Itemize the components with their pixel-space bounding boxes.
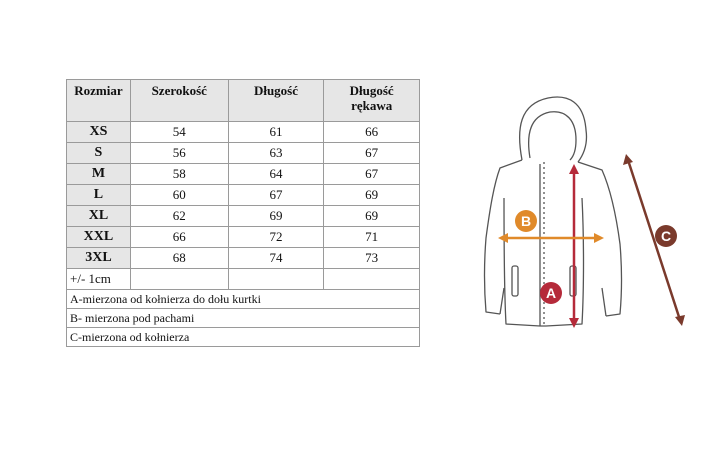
measure-c [623,154,685,326]
note-row [67,290,420,309]
measurement-note: B- mierzona pod pachami [67,309,420,328]
sleeve-cell: 69 [324,185,420,206]
sleeve-cell: 69 [324,206,420,227]
length-cell: 69 [228,206,324,227]
header-length: Długość [228,80,324,122]
note-row [67,309,420,328]
width-cell: 68 [130,248,228,269]
table-header-row [67,80,420,122]
table-row [67,248,420,269]
width-cell: 62 [130,206,228,227]
table-row [67,122,420,143]
width-cell: 56 [130,143,228,164]
empty-cell [228,269,324,290]
width-cell: 54 [130,122,228,143]
table-row [67,227,420,248]
length-cell: 72 [228,227,324,248]
table-row [67,164,420,185]
header-size: Rozmiar [67,80,131,122]
label-c: C [660,228,672,244]
sleeve-cell: 73 [324,248,420,269]
measurement-note: C-mierzona od kołnierza [67,328,420,347]
table-row [67,143,420,164]
note-row [67,328,420,347]
tolerance-row [67,269,420,290]
header-sleeve-length: Długość rękawa [324,80,420,122]
width-cell: 60 [130,185,228,206]
jacket-diagram [460,88,700,338]
measure-a [540,164,579,328]
size-table [66,79,420,347]
sleeve-cell: 67 [324,143,420,164]
length-cell: 61 [228,122,324,143]
length-cell: 63 [228,143,324,164]
empty-cell [324,269,420,290]
sleeve-cell: 67 [324,164,420,185]
label-b: B [520,213,532,229]
measurement-note: A-mierzona od kołnierza do dołu kurtki [67,290,420,309]
size-cell: M [67,164,131,185]
length-cell: 64 [228,164,324,185]
sleeve-cell: 66 [324,122,420,143]
measure-b [498,210,604,243]
table-row [67,185,420,206]
header-width: Szerokość [130,80,228,122]
length-cell: 74 [228,248,324,269]
size-cell: XL [67,206,131,227]
label-a: A [545,285,557,301]
size-cell: S [67,143,131,164]
sleeve-cell: 71 [324,227,420,248]
width-cell: 58 [130,164,228,185]
size-cell: L [67,185,131,206]
empty-cell [130,269,228,290]
size-cell: 3XL [67,248,131,269]
tolerance-text: +/- 1cm [67,269,131,290]
table-row [67,206,420,227]
size-cell: XS [67,122,131,143]
width-cell: 66 [130,227,228,248]
length-cell: 67 [228,185,324,206]
size-cell: XXL [67,227,131,248]
